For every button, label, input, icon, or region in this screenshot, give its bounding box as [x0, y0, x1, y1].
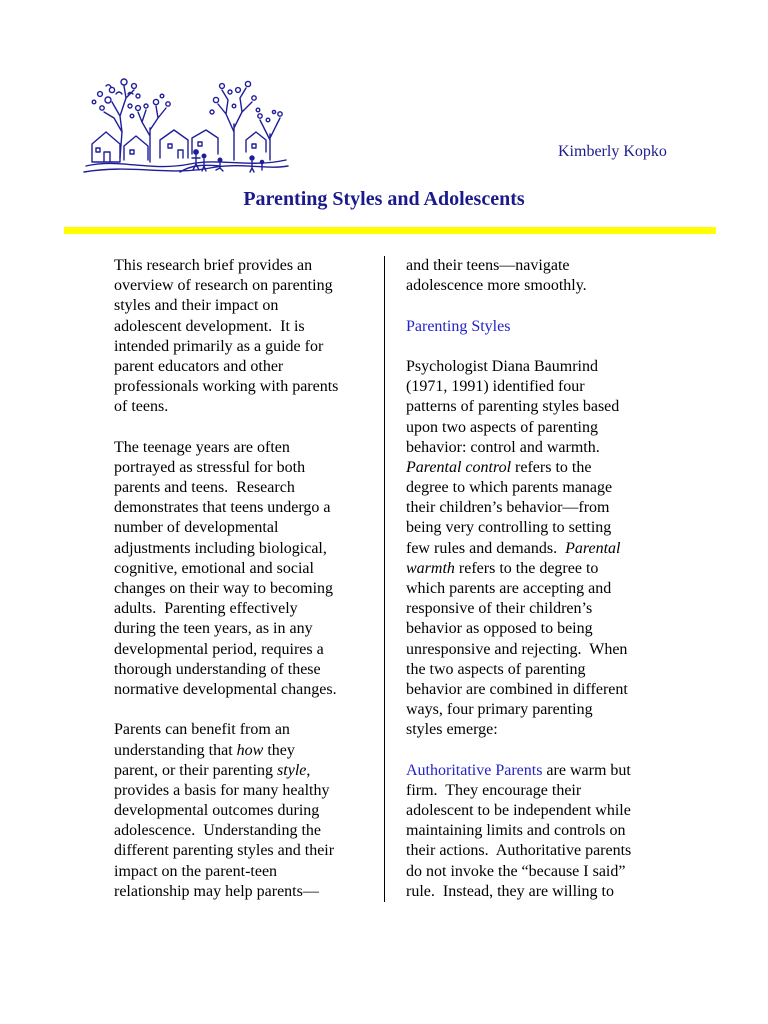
text-line: The teenage years are often: [114, 438, 290, 456]
text-line: normative developmental changes.: [114, 680, 337, 698]
text-line: firm. They encourage their: [406, 781, 582, 799]
text-line: provides a basis for many healthy: [114, 781, 330, 799]
emphasis-style: style: [277, 761, 307, 779]
text-line: degree to which parents manage: [406, 479, 613, 497]
text-line: parent, or their parenting style,: [114, 761, 311, 779]
text-line: Authoritative Parents are warm but: [406, 761, 631, 779]
continuation-paragraph: [406, 256, 662, 296]
left-column: [114, 256, 364, 902]
text-line: during the teen years, as in any: [114, 620, 313, 638]
term-parental-control: Parental control: [406, 458, 512, 476]
text-line: do not invoke the “because I said”: [406, 862, 626, 880]
text-line: their actions. Authoritative parents: [406, 842, 632, 860]
text-line: maintaining limits and controls on: [406, 822, 626, 840]
text-line: adolescent development. It is: [114, 317, 305, 335]
text-line: Parental control refers to the: [406, 458, 592, 476]
text-line: adolescence. Understanding the: [114, 822, 322, 840]
section-heading-parenting-styles: Parenting Styles: [406, 317, 511, 335]
text-line: being very controlling to setting: [406, 519, 612, 537]
text-line: thorough understanding of these: [114, 660, 321, 678]
term-parental: Parental: [565, 539, 621, 557]
intro-paragraph: [114, 256, 364, 418]
text-line: (1971, 1991) identified four: [406, 378, 585, 396]
text-line: adjustments including biological,: [114, 539, 327, 557]
text-line: patterns of parenting styles based: [406, 398, 620, 416]
text-line: cognitive, emotional and social: [114, 559, 314, 577]
baumrind-paragraph: [406, 357, 662, 741]
text-line: This research brief provides an: [114, 257, 313, 274]
emphasis-how: how: [236, 741, 264, 759]
text-line: adolescent to be independent while: [406, 802, 631, 820]
page-title: Parenting Styles and Adolescents: [243, 188, 525, 210]
text-line: changes on their way to becoming: [114, 580, 334, 597]
term-warmth: warmth: [406, 559, 455, 577]
text-line: Parents can benefit from an: [114, 721, 290, 739]
text-line: unresponsive and rejecting. When: [406, 640, 628, 658]
text-line: parents and teens. Research: [114, 479, 295, 497]
text-line: professionals working with parents: [114, 378, 339, 396]
text-line: their children’s behavior—from: [406, 499, 610, 517]
text-line: of teens.: [114, 398, 169, 416]
text-line: intended primarily as a guide for: [114, 337, 324, 355]
yellow-divider-rule: [64, 227, 716, 234]
teen-years-paragraph: [114, 438, 364, 700]
text-line: parent educators and other: [114, 357, 284, 375]
text-line: which parents are accepting and: [406, 580, 612, 597]
text-line: behavior: control and warmth.: [406, 438, 600, 456]
text-line: impact on the parent-teen: [114, 862, 278, 880]
term-authoritative-parents: Authoritative Parents: [406, 761, 543, 779]
text-line: few rules and demands. Parental: [406, 539, 621, 557]
text-line: different parenting styles and their: [114, 842, 335, 860]
text-line: behavior are combined in different: [406, 680, 628, 698]
text-line: styles and their impact on: [114, 297, 279, 315]
text-line: Psychologist Diana Baumrind: [406, 357, 598, 375]
community-logo: [80, 72, 292, 178]
text-line: adolescence more smoothly.: [406, 277, 587, 295]
text-line: understanding that how they: [114, 741, 295, 759]
text-line: the two aspects of parenting: [406, 660, 586, 678]
text-line: overview of research on parenting: [114, 277, 333, 295]
text-line: ways, four primary parenting: [406, 701, 593, 719]
text-line: relationship may help parents—: [114, 882, 319, 900]
text-line: number of developmental: [114, 519, 279, 537]
text-line: upon two aspects of parenting: [406, 418, 598, 436]
text-line: warmth refers to the degree to: [406, 559, 599, 577]
column-divider: [384, 256, 385, 902]
authoritative-paragraph: [406, 761, 662, 902]
text-line: developmental outcomes during: [114, 802, 320, 820]
text-line: and their teens—navigate: [406, 257, 570, 274]
right-column: [406, 256, 662, 902]
author-name: Kimberly Kopko: [558, 143, 667, 160]
text-line: developmental period, requires a: [114, 640, 324, 658]
text-line: styles emerge:: [406, 721, 498, 739]
text-line: portrayed as stressful for both: [114, 458, 306, 476]
text-line: rule. Instead, they are willing to: [406, 882, 614, 900]
text-line: behavior as opposed to being: [406, 620, 593, 638]
parents-benefit-paragraph: [114, 720, 364, 902]
text-line: adults. Parenting effectively: [114, 600, 298, 618]
text-line: demonstrates that teens undergo a: [114, 499, 331, 517]
text-line: responsive of their children’s: [406, 600, 593, 618]
